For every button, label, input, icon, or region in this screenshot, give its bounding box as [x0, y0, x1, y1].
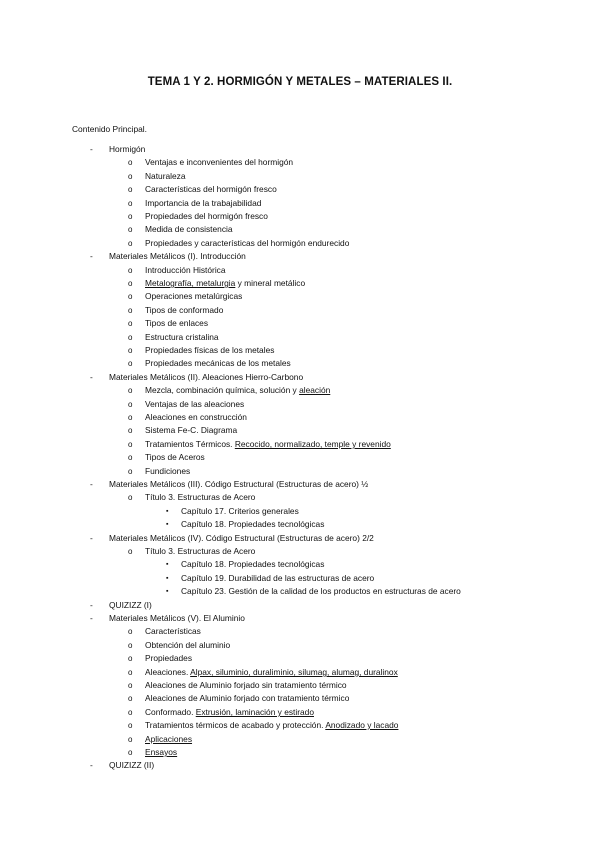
item-text: QUIZIZZ (I) [109, 600, 152, 610]
bullet-level-1: - [90, 613, 93, 623]
bullet-level-2: o [128, 627, 133, 636]
underlined-text: Ensayos [145, 747, 178, 757]
item-text: Medida de consistencia [145, 224, 233, 234]
outline-item-level-2 [145, 720, 398, 731]
item-text: y mineral metálico [235, 278, 306, 288]
underlined-text: Aplicaciones [145, 734, 193, 744]
item-text: Materiales Metálicos (I). Introducción [109, 251, 246, 261]
outline-item-level-2 [145, 452, 205, 463]
outline-item-level-2 [145, 693, 349, 704]
item-text: Hormigón [109, 144, 146, 154]
item-text: Operaciones metalúrgicas [145, 291, 243, 301]
outline-item-level-2 [145, 171, 186, 182]
outline-item-level-2 [145, 734, 192, 745]
item-text: Tipos de conformado [145, 305, 224, 315]
bullet-level-2: o [128, 172, 133, 181]
outline-item-level-2 [145, 747, 177, 758]
item-text: Introducción Histórica [145, 265, 226, 275]
bullet-level-2: o [128, 413, 133, 422]
bullet-level-2: o [128, 185, 133, 194]
item-text: Importancia de la trabajabilidad [145, 198, 262, 208]
item-text: Propiedades y características del hormigón endurecido [145, 238, 350, 248]
bullet-level-2: o [128, 199, 133, 208]
document-subtitle: Contenido Principal. [72, 124, 147, 134]
item-text: Ventajas e inconvenientes del hormigón [145, 157, 294, 167]
bullet-level-2: o [128, 426, 133, 435]
bullet-level-1: - [90, 144, 93, 154]
outline-item-level-1 [109, 479, 368, 490]
bullet-level-2: o [128, 359, 133, 368]
bullet-level-2: o [128, 668, 133, 677]
item-text: Características del hormigón fresco [145, 184, 277, 194]
item-text: Propiedades físicas de los metales [145, 345, 275, 355]
bullet-level-2: o [128, 400, 133, 409]
item-text: Título 3. Estructuras de Acero [145, 546, 256, 556]
outline-item-level-2 [145, 439, 391, 450]
outline-item-level-2 [145, 546, 255, 557]
outline-item-level-2 [145, 680, 347, 691]
underlined-text: Recocido, normalizado, temple y revenido [234, 439, 391, 449]
item-text: Tratamientos térmicos de acabado y protección. [145, 720, 326, 730]
item-text: Ventajas de las aleaciones [145, 399, 245, 409]
item-text: Propiedades del hormigón fresco [145, 211, 268, 221]
outline-item-level-3 [181, 506, 299, 517]
bullet-level-2: o [128, 346, 133, 355]
outline-item-level-2 [145, 466, 190, 477]
item-text: Propiedades [145, 653, 193, 663]
underlined-text: Anodizado y lacado [325, 720, 399, 730]
outline-item-level-2 [145, 184, 277, 195]
outline-item-level-2 [145, 425, 237, 436]
item-text: Aleaciones en construcción [145, 412, 247, 422]
item-text: Tratamientos Térmicos. [145, 439, 235, 449]
outline-item-level-2 [145, 238, 349, 249]
bullet-level-2: o [128, 694, 133, 703]
bullet-level-2: o [128, 239, 133, 248]
outline-item-level-2 [145, 626, 201, 637]
item-text: Estructura cristalina [145, 332, 219, 342]
bullet-level-2: o [128, 333, 133, 342]
bullet-level-2: o [128, 654, 133, 663]
outline-item-level-2 [145, 399, 244, 410]
bullet-level-2: o [128, 735, 133, 744]
outline-item-level-2 [145, 345, 274, 356]
bullet-level-1: - [90, 600, 93, 610]
outline-item-level-2 [145, 198, 261, 209]
bullet-level-2: o [128, 467, 133, 476]
bullet-level-3: ▪ [166, 588, 169, 595]
outline-item-level-2 [145, 385, 330, 396]
item-text: Características [145, 626, 201, 636]
outline-item-level-3 [181, 559, 324, 570]
underlined-text: Extrusión, laminación y estirado [195, 707, 314, 717]
bullet-level-2: o [128, 158, 133, 167]
item-text: Obtención del aluminio [145, 640, 231, 650]
item-text: Propiedades mecánicas de los metales [145, 358, 291, 368]
bullet-level-2: o [128, 386, 133, 395]
outline-item-level-2 [145, 358, 291, 369]
outline-item-level-2 [145, 640, 230, 651]
item-text: Fundiciones [145, 466, 191, 476]
outline-item-level-2 [145, 492, 255, 503]
bullet-level-3: ▪ [166, 521, 169, 528]
outline-item-level-2 [145, 412, 247, 423]
item-text: Materiales Metálicos (IV). Código Estructural (Estructuras de acero) 2/2 [109, 533, 374, 543]
bullet-level-2: o [128, 212, 133, 221]
outline-item-level-2 [145, 265, 226, 276]
item-text: Capítulo 18. Propiedades tecnológicas [181, 559, 325, 569]
outline-item-level-2 [145, 332, 219, 343]
item-text: Materiales Metálicos (II). Aleaciones Hierro-Carbono [109, 372, 304, 382]
item-text: Tipos de Aceros [145, 452, 205, 462]
outline-item-level-2 [145, 667, 398, 678]
item-text: Capítulo 18. Propiedades tecnológicas [181, 519, 325, 529]
underlined-text: Metalografía, metalurgia [145, 278, 236, 288]
item-text: Sistema Fe-C. Diagrama [145, 425, 238, 435]
item-text: Materiales Metálicos (V). El Aluminio [109, 613, 245, 623]
bullet-level-2: o [128, 748, 133, 757]
outline-item-level-1 [109, 600, 152, 611]
item-text: Capítulo 17. Criterios generales [181, 506, 299, 516]
item-text: Tipos de enlaces [145, 318, 209, 328]
bullet-level-2: o [128, 266, 133, 275]
bullet-level-2: o [128, 547, 133, 556]
bullet-level-2: o [128, 306, 133, 315]
bullet-level-1: - [90, 372, 93, 382]
underlined-text: aleación [299, 385, 331, 395]
bullet-level-3: ▪ [166, 561, 169, 568]
bullet-level-2: o [128, 440, 133, 449]
outline-item-level-2 [145, 305, 223, 316]
bullet-level-1: - [90, 533, 93, 543]
outline-item-level-1 [109, 372, 303, 383]
bullet-level-1: - [90, 479, 93, 489]
item-text: Aleaciones de Aluminio forjado sin tratamiento térmico [145, 680, 347, 690]
underlined-text: Alpax, siluminio, duraliminio, silumag, alumag, duralinox [190, 667, 398, 677]
bullet-level-2: o [128, 453, 133, 462]
outline-item-level-1 [109, 251, 246, 262]
outline-item-level-2 [145, 707, 314, 718]
outline-item-level-1 [109, 144, 145, 155]
bullet-level-2: o [128, 493, 133, 502]
outline-item-level-2 [145, 224, 233, 235]
outline-item-level-2 [145, 291, 242, 302]
outline-item-level-3 [181, 586, 461, 597]
item-text: Materiales Metálicos (III). Código Estructural (Estructuras de acero) ½ [109, 479, 369, 489]
outline-item-level-2 [145, 211, 268, 222]
bullet-level-2: o [128, 225, 133, 234]
item-text: Conformado. [145, 707, 196, 717]
bullet-level-3: ▪ [166, 508, 169, 515]
outline-item-level-2 [145, 157, 293, 168]
bullet-level-1: - [90, 760, 93, 770]
outline-item-level-2 [145, 653, 192, 664]
bullet-level-3: ▪ [166, 575, 169, 582]
bullet-level-2: o [128, 292, 133, 301]
item-text: Mezcla, combinación química, solución y [145, 385, 300, 395]
outline-item-level-1 [109, 533, 374, 544]
bullet-level-1: - [90, 251, 93, 261]
outline-item-level-2 [145, 318, 208, 329]
bullet-level-2: o [128, 319, 133, 328]
outline-item-level-1 [109, 760, 154, 771]
item-text: Título 3. Estructuras de Acero [145, 492, 256, 502]
outline-item-level-2 [145, 278, 305, 289]
bullet-level-2: o [128, 721, 133, 730]
item-text: Naturaleza [145, 171, 186, 181]
item-text: Capítulo 19. Durabilidad de las estructuras de acero [181, 573, 375, 583]
outline-item-level-1 [109, 613, 245, 624]
item-text: Aleaciones. [145, 667, 191, 677]
bullet-level-2: o [128, 708, 133, 717]
item-text: Capítulo 23. Gestión de la calidad de los productos en estructuras de acero [181, 586, 461, 596]
bullet-level-2: o [128, 641, 133, 650]
document-title: TEMA 1 Y 2. HORMIGÓN Y METALES – MATERIALES II. [147, 76, 453, 88]
bullet-level-2: o [128, 279, 133, 288]
outline-item-level-3 [181, 573, 374, 584]
item-text: Aleaciones de Aluminio forjado con tratamiento térmico [145, 693, 350, 703]
item-text: QUIZIZZ (II) [109, 760, 155, 770]
outline-item-level-3 [181, 519, 324, 530]
bullet-level-2: o [128, 681, 133, 690]
